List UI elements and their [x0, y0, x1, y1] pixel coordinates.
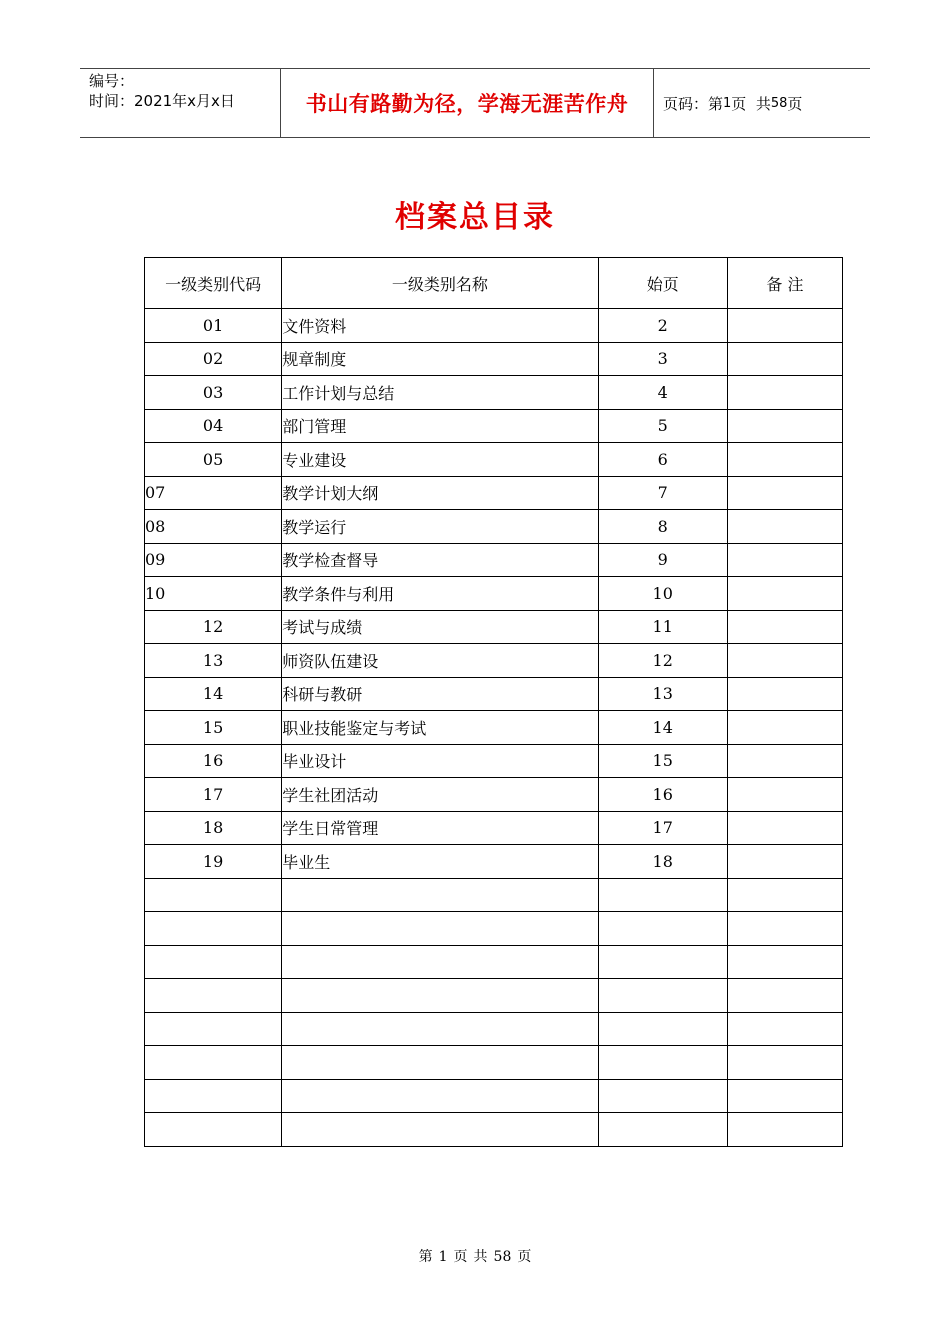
cell-start-page — [598, 945, 727, 979]
cell-note — [727, 376, 842, 410]
cell-name: 教学计划大纲 — [282, 476, 598, 510]
page-mid: 页 共 — [731, 94, 771, 113]
cell-start-page — [598, 1113, 727, 1147]
cell-code: 01 — [145, 309, 282, 343]
page-footer — [0, 1246, 950, 1266]
cell-name: 教学检查督导 — [282, 543, 598, 577]
header-name: 一级类别名称 — [282, 258, 598, 309]
table-row — [145, 778, 843, 812]
motto-text: 书山有路勤为径，学海无涯苦作舟 — [305, 92, 629, 116]
cell-note — [727, 1012, 842, 1046]
table-row — [145, 1113, 843, 1147]
table-row — [145, 979, 843, 1013]
cell-note — [727, 912, 842, 946]
table-row — [145, 577, 843, 611]
cell-code: 07 — [145, 476, 282, 510]
cell-name — [282, 1113, 598, 1147]
cell-code: 03 — [145, 376, 282, 410]
cell-note — [727, 711, 842, 745]
page-total: 58 — [770, 95, 788, 111]
cell-start-page: 15 — [598, 744, 727, 778]
cell-note — [727, 443, 842, 477]
cell-code — [145, 979, 282, 1013]
header-note: 备 注 — [727, 258, 842, 309]
cell-code — [145, 1046, 282, 1080]
cell-name: 师资队伍建设 — [282, 644, 598, 678]
cell-name: 工作计划与总结 — [282, 376, 598, 410]
table-row — [145, 610, 843, 644]
cell-code: 14 — [145, 677, 282, 711]
cell-code: 12 — [145, 610, 282, 644]
table-row — [145, 510, 843, 544]
cell-start-page: 17 — [598, 811, 727, 845]
cell-note — [727, 744, 842, 778]
cell-name: 教学条件与利用 — [282, 577, 598, 611]
table-row — [145, 443, 843, 477]
cell-code: 18 — [145, 811, 282, 845]
cell-note — [727, 610, 842, 644]
table-row — [145, 342, 843, 376]
table-row — [145, 945, 843, 979]
page-suffix: 页 — [787, 94, 803, 113]
time-label: 时间：2021年x月x日 — [89, 92, 235, 110]
header-page-cell — [654, 69, 870, 137]
table-body — [145, 309, 843, 1147]
cell-note — [727, 309, 842, 343]
cell-start-page: 16 — [598, 778, 727, 812]
header-start-page: 始页 — [598, 258, 727, 309]
cell-start-page — [598, 1012, 727, 1046]
cell-name — [282, 912, 598, 946]
cell-start-page: 9 — [598, 543, 727, 577]
table-row — [145, 744, 843, 778]
cell-start-page: 7 — [598, 476, 727, 510]
archive-index-table — [144, 257, 843, 1147]
cell-name: 规章制度 — [282, 342, 598, 376]
cell-note — [727, 476, 842, 510]
header-meta-cell — [80, 69, 281, 137]
cell-start-page: 3 — [598, 342, 727, 376]
table-row — [145, 409, 843, 443]
cell-code: 08 — [145, 510, 282, 544]
cell-code: 02 — [145, 342, 282, 376]
cell-start-page: 14 — [598, 711, 727, 745]
cell-start-page — [598, 979, 727, 1013]
cell-code — [145, 912, 282, 946]
cell-start-page: 4 — [598, 376, 727, 410]
footer-total: 58 — [493, 1249, 512, 1265]
footer-prefix: 第 — [418, 1249, 433, 1265]
footer-current: 1 — [438, 1249, 448, 1265]
cell-code — [145, 878, 282, 912]
footer-mid2: 共 — [473, 1249, 488, 1265]
cell-code: 13 — [145, 644, 282, 678]
cell-start-page: 2 — [598, 309, 727, 343]
cell-name: 科研与教研 — [282, 677, 598, 711]
table-row — [145, 476, 843, 510]
cell-start-page: 8 — [598, 510, 727, 544]
cell-code: 09 — [145, 543, 282, 577]
cell-name: 教学运行 — [282, 510, 598, 544]
cell-code: 16 — [145, 744, 282, 778]
cell-code: 19 — [145, 845, 282, 879]
table-row — [145, 376, 843, 410]
table-row — [145, 878, 843, 912]
cell-start-page — [598, 1046, 727, 1080]
cell-note — [727, 979, 842, 1013]
table-row — [145, 677, 843, 711]
cell-code: 04 — [145, 409, 282, 443]
table-row — [145, 711, 843, 745]
cell-code — [145, 1012, 282, 1046]
cell-name: 文件资料 — [282, 309, 598, 343]
page-current: 1 — [723, 95, 732, 111]
cell-name: 毕业生 — [282, 845, 598, 879]
cell-start-page — [598, 912, 727, 946]
cell-name: 专业建设 — [282, 443, 598, 477]
table-row — [145, 1046, 843, 1080]
cell-note — [727, 677, 842, 711]
cell-start-page — [598, 878, 727, 912]
cell-name — [282, 1046, 598, 1080]
table-header-row — [145, 258, 843, 309]
cell-name: 学生日常管理 — [282, 811, 598, 845]
table-row — [145, 1079, 843, 1113]
cell-name: 考试与成绩 — [282, 610, 598, 644]
cell-note — [727, 878, 842, 912]
cell-start-page: 10 — [598, 577, 727, 611]
cell-start-page — [598, 1079, 727, 1113]
cell-note — [727, 845, 842, 879]
cell-code: 10 — [145, 577, 282, 611]
cell-note — [727, 811, 842, 845]
cell-start-page: 11 — [598, 610, 727, 644]
cell-code — [145, 1079, 282, 1113]
cell-note — [727, 510, 842, 544]
table-row — [145, 543, 843, 577]
footer-mid1: 页 — [453, 1249, 468, 1265]
cell-name — [282, 979, 598, 1013]
cell-name: 职业技能鉴定与考试 — [282, 711, 598, 745]
cell-note — [727, 543, 842, 577]
header-code: 一级类别代码 — [145, 258, 282, 309]
number-label: 编号： — [89, 72, 135, 90]
cell-code: 05 — [145, 443, 282, 477]
footer-suffix: 页 — [517, 1249, 532, 1265]
cell-name: 部门管理 — [282, 409, 598, 443]
cell-code: 17 — [145, 778, 282, 812]
document-header — [80, 68, 870, 138]
cell-note — [727, 778, 842, 812]
table-row — [145, 811, 843, 845]
header-motto-cell — [281, 69, 654, 137]
cell-start-page: 6 — [598, 443, 727, 477]
cell-note — [727, 342, 842, 376]
cell-note — [727, 1079, 842, 1113]
cell-code — [145, 945, 282, 979]
cell-note — [727, 1046, 842, 1080]
table-row — [145, 1012, 843, 1046]
table-row — [145, 845, 843, 879]
page-prefix: 页码：第 — [663, 94, 724, 113]
cell-name: 毕业设计 — [282, 744, 598, 778]
cell-start-page: 5 — [598, 409, 727, 443]
table-row — [145, 644, 843, 678]
cell-code — [145, 1113, 282, 1147]
cell-note — [727, 1113, 842, 1147]
cell-note — [727, 577, 842, 611]
table-row — [145, 309, 843, 343]
cell-start-page: 12 — [598, 644, 727, 678]
cell-note — [727, 644, 842, 678]
cell-start-page: 18 — [598, 845, 727, 879]
table-row — [145, 912, 843, 946]
cell-name: 学生社团活动 — [282, 778, 598, 812]
cell-note — [727, 409, 842, 443]
cell-name — [282, 945, 598, 979]
cell-name — [282, 1079, 598, 1113]
cell-name — [282, 878, 598, 912]
page-title: 档案总目录 — [395, 200, 555, 235]
cell-name — [282, 1012, 598, 1046]
cell-start-page: 13 — [598, 677, 727, 711]
cell-note — [727, 945, 842, 979]
cell-code: 15 — [145, 711, 282, 745]
